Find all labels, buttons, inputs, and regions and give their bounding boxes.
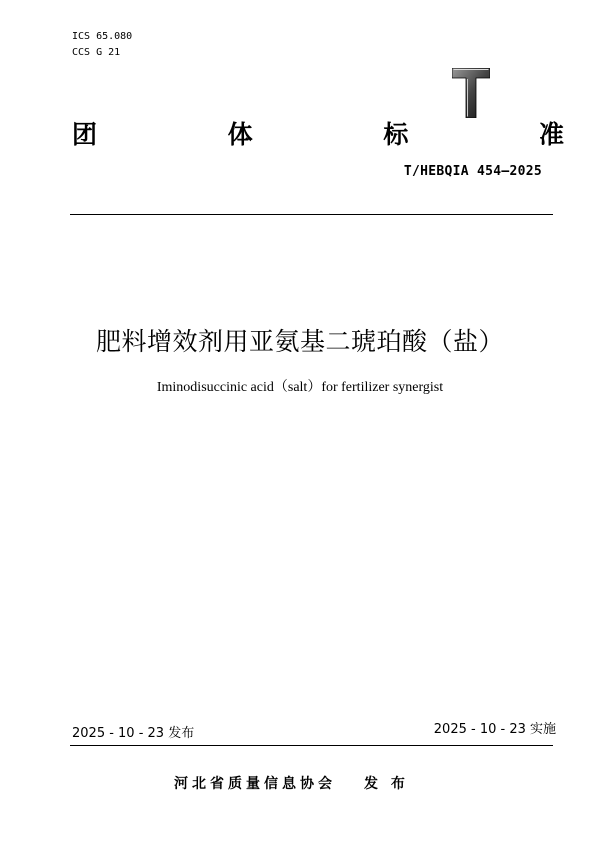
ics-code: ICS 65.080 xyxy=(72,31,133,42)
standard-type-heading xyxy=(72,116,564,150)
english-title: Iminodisuccinic acid（salt）for fertilizer synergist xyxy=(156,380,444,395)
ccs-code: CCS G 21 xyxy=(72,47,121,58)
bottom-divider xyxy=(70,745,553,746)
publisher-line xyxy=(174,773,409,793)
standard-type-char: 标 xyxy=(383,120,409,149)
top-divider xyxy=(70,214,553,215)
implement-date: 2025 - 10 - 23 实施 xyxy=(433,722,556,737)
publisher-name: 河北省质量信息协会 xyxy=(174,776,336,792)
standard-type-char: 体 xyxy=(227,120,253,149)
standard-t-logo-icon xyxy=(452,68,490,118)
standard-type-char: 准 xyxy=(538,120,564,149)
publish-date: 2025 - 10 - 23 发布 xyxy=(72,726,195,741)
standard-number: T/HEBQIA 454—2025 xyxy=(403,164,542,179)
chinese-title: 肥料增效剂用亚氨基二琥珀酸（盐） xyxy=(95,327,504,356)
publisher-action: 发 布 xyxy=(364,776,409,792)
standard-type-char: 团 xyxy=(72,120,98,149)
